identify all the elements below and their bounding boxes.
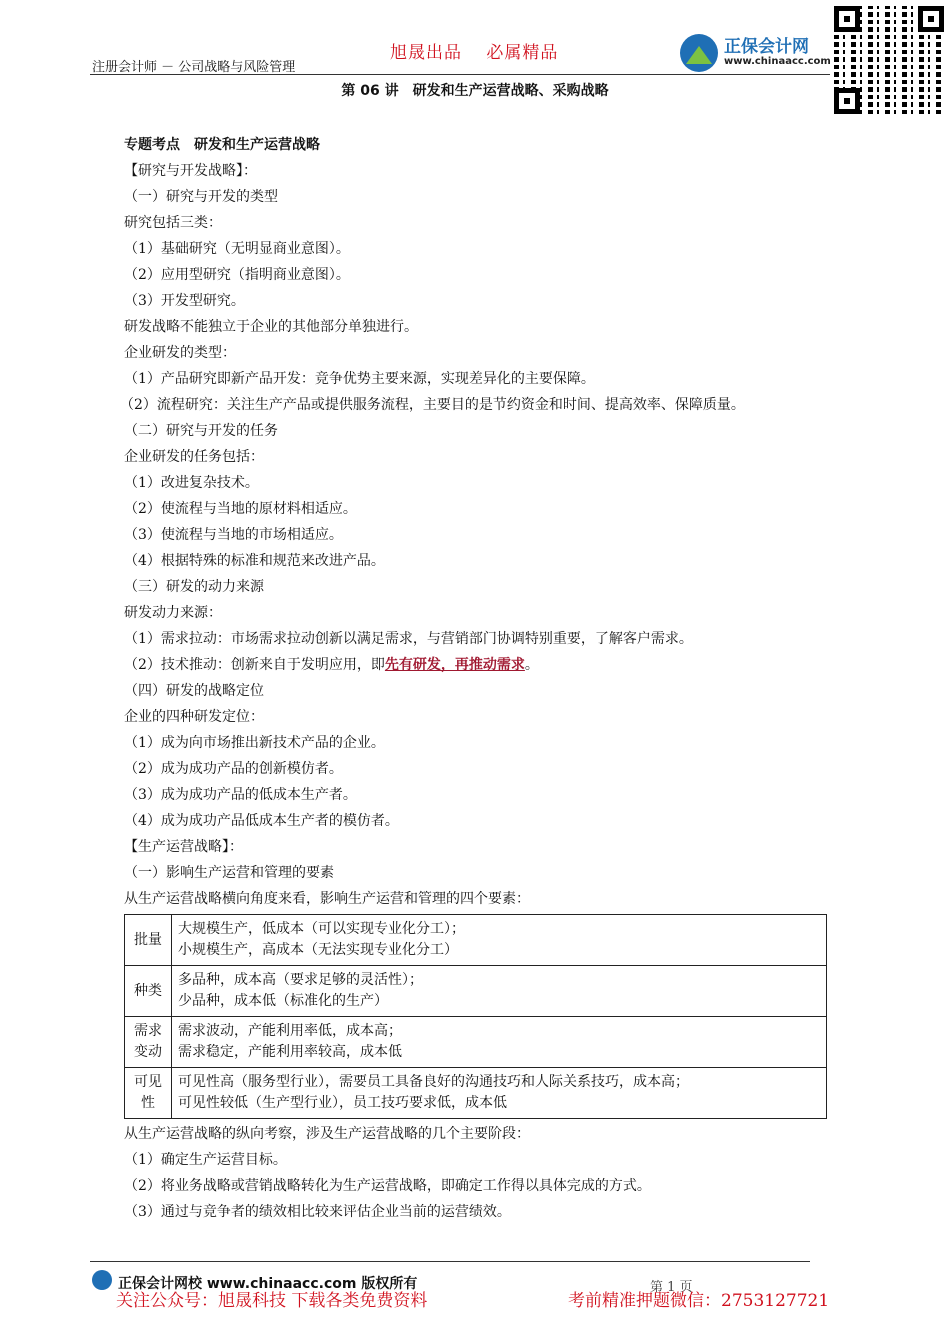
- factors-table: [124, 914, 827, 1119]
- factor-description: [172, 1017, 827, 1068]
- factor-description: [172, 915, 827, 966]
- paragraph-line: （3）开发型研究。: [124, 293, 245, 309]
- paragraph-line: （1）确定生产运营目标。: [124, 1152, 287, 1168]
- footer-promo-right: 考前精准押题微信：2753127721: [568, 1291, 830, 1311]
- paragraph-line: （3）使流程与当地的市场相适应。: [124, 527, 343, 543]
- factor-line-b: 可见性较低（生产型行业），员工技巧要求低，成本低: [178, 1095, 507, 1111]
- paragraph-line: （2）使流程与当地的原材料相适应。: [124, 501, 357, 517]
- paragraph-line: （1）基础研究（无明显商业意图）。: [124, 241, 350, 257]
- paragraph-line: 【生产运营战略】：: [124, 839, 243, 855]
- factor-name: 需求变动: [125, 1017, 172, 1068]
- watermark-slogan: [390, 38, 576, 63]
- logo-name: 正保会计网: [724, 37, 809, 57]
- lecture-title: 第 06 讲 研发和生产运营战略、采购战略: [341, 83, 609, 99]
- footer-copyright: 正保会计网校 www.chinaacc.com 版权所有: [118, 1276, 418, 1292]
- paragraph-line: 企业研发的任务包括：: [124, 449, 264, 465]
- tech-push-suffix: 。: [524, 657, 539, 673]
- factor-description: [172, 1068, 827, 1119]
- paragraph-line: （一）研究与开发的类型: [124, 189, 278, 205]
- paragraph-line: （一）影响生产运营和管理的要素: [124, 865, 334, 881]
- tech-push-text: （2）技术推动：创新来自于发明应用，即: [124, 657, 385, 673]
- paragraph-line: [124, 652, 844, 678]
- paragraph-line: 企业研发的类型：: [124, 345, 236, 361]
- factor-name: 批量: [125, 915, 172, 966]
- paragraph-line: （1）需求拉动：市场需求拉动创新以满足需求，与营销部门协调特别重要，了解客户需求。: [124, 631, 693, 647]
- factor-line-b: 小规模生产，高成本（无法实现专业化分工）: [178, 942, 458, 958]
- factor-line-a: 多品种，成本高（要求足够的灵活性）；: [178, 972, 423, 988]
- paragraph-line: 研发战略不能独立于企业的其他部分单独进行。: [124, 319, 418, 335]
- paragraph-line: （三）研发的动力来源: [124, 579, 264, 595]
- paragraph-line: 从生产运营战略横向角度来看，影响生产运营和管理的四个要素：: [124, 891, 530, 907]
- paragraph-line: （2）应用型研究（指明商业意图）。: [124, 267, 350, 283]
- factor-line-b: 少品种，成本低（标准化的生产）: [178, 993, 388, 1009]
- course-name: 注册会计师 － 公司战略与风险管理: [92, 60, 296, 75]
- paragraph-line: 从生产运营战略的纵向考察，涉及生产运营战略的几个主要阶段：: [124, 1126, 530, 1142]
- paragraph-line: （2）流程研究：关注生产产品或提供服务流程，主要目的是节约资金和时间、提高效率、保障质量。: [120, 397, 745, 413]
- brand-logo: [680, 32, 830, 72]
- paragraph-line: （四）研发的战略定位: [124, 683, 264, 699]
- slogan-part-1: 旭晟出品: [390, 43, 462, 63]
- highlight-text: 先有研发，再推动需求: [384, 657, 525, 673]
- paragraph-line: （3）成为成功产品的低成本生产者。: [124, 787, 357, 803]
- paragraph-line: （4）成为成功产品低成本生产者的模仿者。: [124, 813, 399, 829]
- logo-mark-icon: [680, 34, 718, 72]
- logo-url: www.chinaacc.com: [724, 56, 831, 67]
- paragraph-line: （二）研究与开发的任务: [124, 423, 278, 439]
- paragraph-line: （3）通过与竞争者的绩效相比较来评估企业当前的运营绩效。: [124, 1204, 511, 1220]
- factor-name: 种类: [125, 966, 172, 1017]
- factor-name: 可见性: [125, 1068, 172, 1119]
- page-number: 第 1 页: [650, 1280, 693, 1295]
- section-heading: 专题考点 研发和生产运营战略: [124, 137, 320, 153]
- footer-logo-icon: [92, 1270, 112, 1290]
- table-row: [125, 1068, 827, 1119]
- paragraph-line: 【研究与开发战略】：: [124, 163, 257, 179]
- paragraph-line: （4）根据特殊的标准和规范来改进产品。: [124, 553, 385, 569]
- factor-line-a: 可见性高（服务型行业），需要员工具备良好的沟通技巧和人际关系技巧，成本高；: [178, 1074, 689, 1090]
- factor-description: [172, 966, 827, 1017]
- paragraph-line: 研究包括三类：: [124, 215, 222, 231]
- factor-line-a: 需求波动，产能利用率低，成本高；: [178, 1023, 402, 1039]
- table-row: [125, 915, 827, 966]
- header-divider: [90, 74, 830, 75]
- paragraph-line: 企业的四种研发定位：: [124, 709, 264, 725]
- paragraph-line: （2）成为成功产品的创新模仿者。: [124, 761, 343, 777]
- footer-divider: [90, 1261, 810, 1262]
- factor-line-a: 大规模生产，低成本（可以实现专业化分工）；: [178, 921, 465, 937]
- paragraph-line: （2）将业务战略或营销战略转化为生产运营战略，即确定工作得以具体完成的方式。: [124, 1178, 651, 1194]
- paragraph-line: （1）产品研究即新产品开发：竞争优势主要来源，实现差异化的主要保障。: [124, 371, 595, 387]
- paragraph-line: （1）成为向市场推出新技术产品的企业。: [124, 735, 385, 751]
- factor-line-b: 需求稳定，产能利用率较高，成本低: [178, 1044, 402, 1060]
- document-body: [120, 132, 844, 1225]
- paragraph-line: （1）改进复杂技术。: [124, 475, 259, 491]
- table-row: [125, 1017, 827, 1068]
- footer-promo-left: 关注公众号：旭晟科技 下载各类免费资料: [116, 1291, 428, 1311]
- slogan-part-2: 必属精品: [486, 43, 559, 63]
- paragraph-line: 研发动力来源：: [124, 605, 222, 621]
- table-row: [125, 966, 827, 1017]
